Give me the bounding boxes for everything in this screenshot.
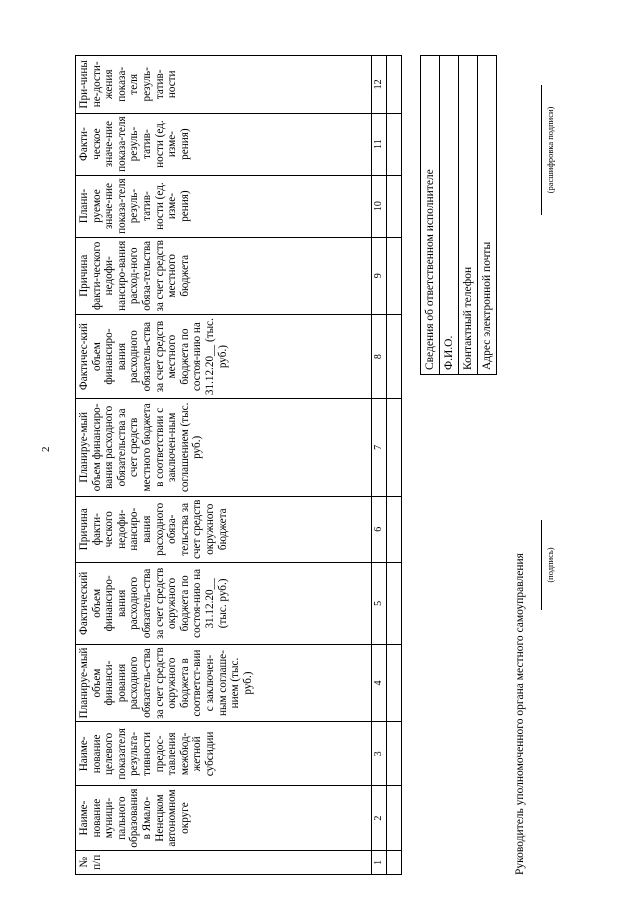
header-cell-5: Фактический объем финансиро-вания расходного обязатель-ства за счет средств окружного бюджета по состоя-нию на 31.12.20__ (тыс. руб.) [76,562,372,644]
header-cell-3: Наиме-нование целевого показателя результа-тивности предос-тавления межбюд-жетной субсидии [76,722,372,786]
empty-cell[interactable] [387,562,402,644]
column-number: 7 [372,399,387,496]
page-number: 2 [40,446,52,452]
column-number: 2 [372,786,387,850]
contact-fio-field[interactable]: Ф.И.О. [440,56,459,375]
rotated-form [75,55,635,875]
empty-cell[interactable] [387,722,402,786]
contact-title: Сведения об ответственном исполнителе [421,56,440,375]
contact-email-field[interactable]: Адрес электронной почты [478,56,497,375]
header-cell-6: Причина факти-ческого недофи-нансиро-вания расходного обяза-тельства за счет средств окружного бюджета [76,496,372,562]
column-number: 8 [372,315,387,399]
column-number: 1 [372,850,387,874]
empty-cell[interactable] [387,644,402,721]
contact-phone-field[interactable]: Контактный телефон [459,56,478,375]
column-number-row [372,56,387,875]
empty-cell[interactable] [387,496,402,562]
header-cell-8: Фактичес-кий объем финансиро-вания расходного обязатель-ства за счет средств местного бюджета по состоя-нию на 31.12.20__ (тыс. руб.) [76,315,372,399]
column-number: 11 [372,113,387,175]
column-number: 3 [372,722,387,786]
empty-cell[interactable] [387,850,402,874]
signature-decode-line[interactable] [541,85,542,215]
column-number: 6 [372,496,387,562]
header-cell-1: № п/п [76,850,372,874]
table-header-row [76,56,372,875]
header-cell-4: Планируе-мый объем финанси-рования расходного обязатель-ства за счет средств окружного бюджета в соответст-вии с заключен-ным соглаше-нием (тыс. руб.) [76,644,372,721]
signatory-title: Руководитель уполномоченного органа местного самоуправления [514,553,526,875]
column-number: 12 [372,56,387,114]
contact-table [420,55,497,375]
empty-cell[interactable] [387,315,402,399]
signature-caption: (подпись) [545,547,555,583]
empty-cell[interactable] [387,175,402,237]
header-cell-9: Причина факти-ческого недофи-нансиро-вания расход-ного обяза-тельства за счет средств местного бюджета [76,237,372,314]
signature-line[interactable] [541,520,542,610]
empty-cell[interactable] [387,113,402,175]
empty-cell[interactable] [387,237,402,314]
header-cell-12: При-чины не-дости-жения показа-теля резуль-татив-ности [76,56,372,114]
header-cell-2: Наиме-нование муници-пального образования в Ямало-Ненецком автономном округе [76,786,372,850]
column-number: 4 [372,644,387,721]
header-cell-11: Факти-ческое значе-ние показа-теля резуль-татив-ности (ед. изме-рения) [76,113,372,175]
empty-cell[interactable] [387,786,402,850]
report-table [75,55,402,875]
empty-cell[interactable] [387,56,402,114]
column-number: 5 [372,562,387,644]
column-number: 10 [372,175,387,237]
header-cell-10: Плани-руемое значе-ние показа-теля резуль-татив-ности (ед. изме-рения) [76,175,372,237]
empty-cell[interactable] [387,399,402,496]
empty-data-row [387,56,402,875]
column-number: 9 [372,237,387,314]
header-cell-7: Планируе-мый объем финансиро-вания расходного обязательства за счет средств местного бюджета в соответствии с заключен-ным соглашением (тыс. руб.) [76,399,372,496]
signature-decode-caption: (расшифровка подписи) [545,106,555,194]
